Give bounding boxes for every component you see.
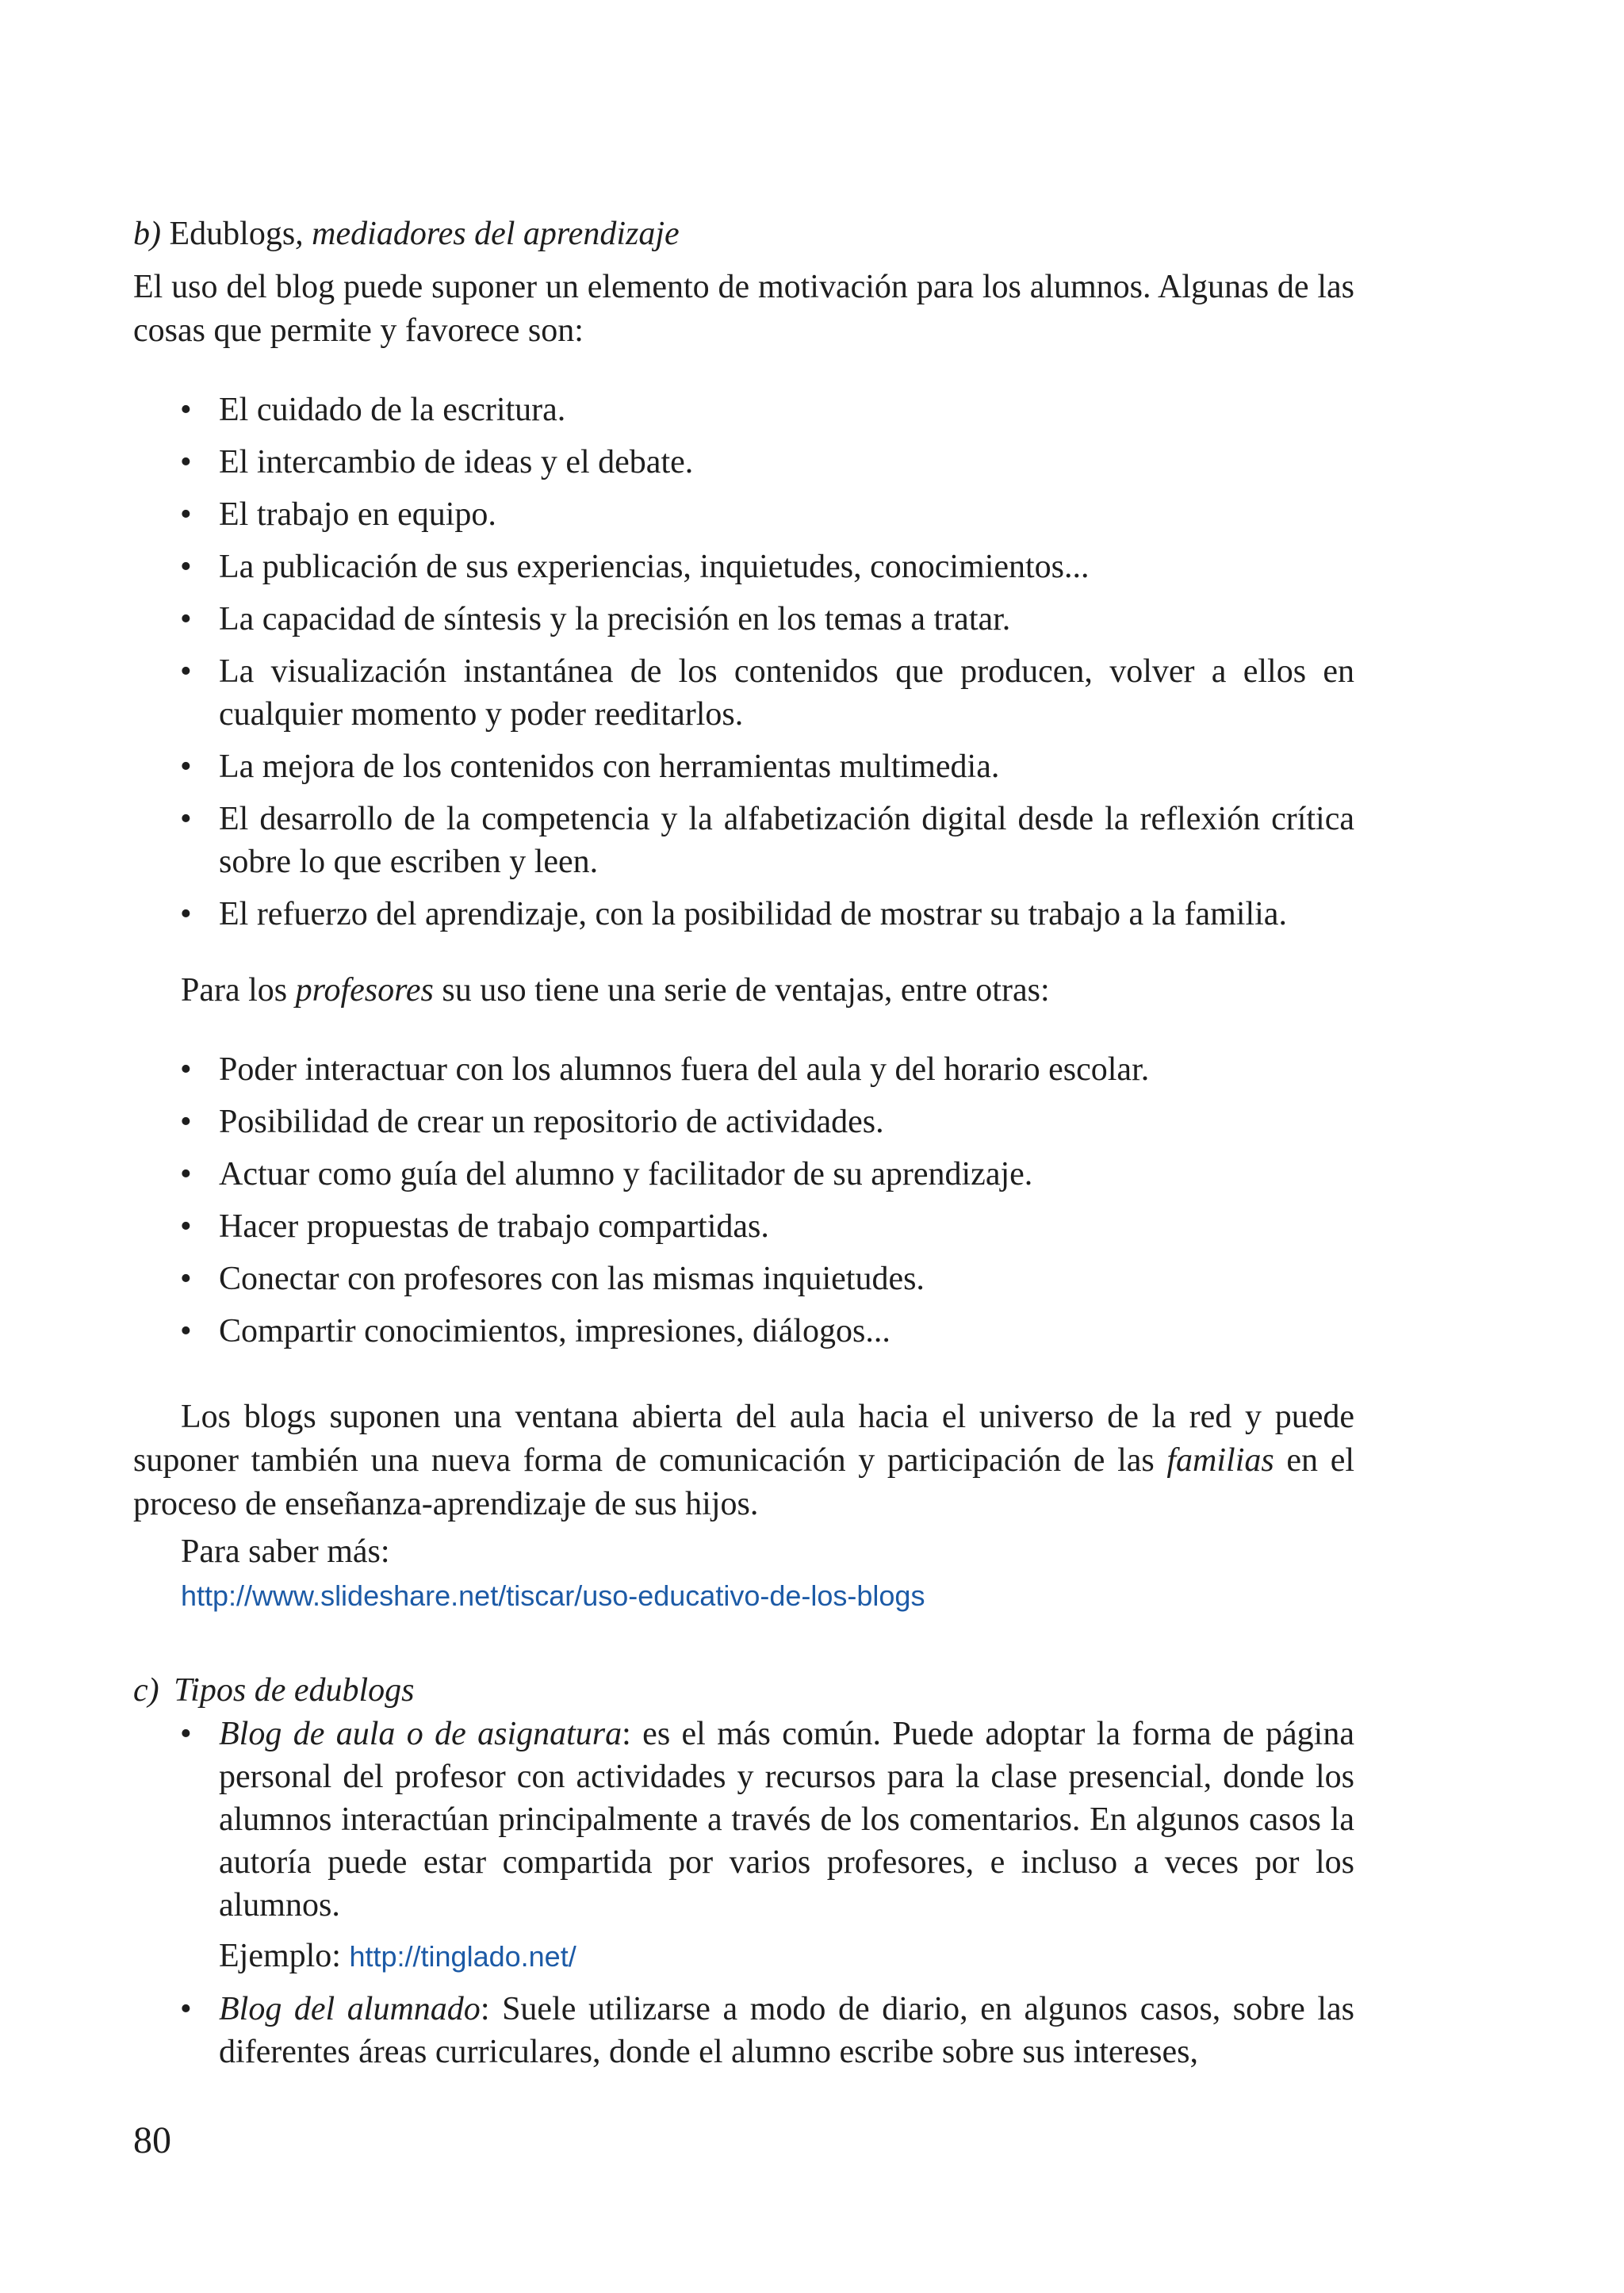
bullet-icon: • [180, 496, 192, 533]
list-item: • Actuar como guía del alumno y facilitador de su aprendizaje. [133, 1153, 1354, 1196]
section-c-heading [133, 1669, 1354, 1713]
bullet-icon: • [180, 1104, 192, 1140]
list-item: • Compartir conocimientos, impresiones, diálogos... [133, 1310, 1354, 1353]
more-info-link-row [181, 1574, 1354, 1617]
section-b-word: Edublogs [169, 216, 296, 252]
more-info-label: Para saber más: [181, 1533, 390, 1570]
teacher-benefits-list [133, 1048, 1354, 1353]
section-b-title: , mediadores del aprendizaje [295, 216, 680, 252]
bullet-icon: • [180, 896, 192, 932]
bullet-icon: • [180, 1261, 192, 1297]
list-item-blog-aula: • Blog de aula o de asignatura: es el más común. Puede adoptar la forma de página personal del profesor con actividades y recursos para la clase presencial, donde los alumnos interactúan principalmente a través de los comentarios. En algunos casos la autoría puede estar compartida por varios profesores, e incluso a veces por los alumnos. Ejemplo: http://tinglado.net/ [133, 1713, 1354, 1978]
list-item: • El refuerzo del aprendizaje, con la posibilidad de mostrar su trabajo a la familia. [133, 893, 1354, 936]
teachers-intro: Para los profesores su uso tiene una serie de ventajas, entre otras: [181, 972, 1050, 1009]
section-c-title: Tipos de edublogs [174, 1672, 415, 1709]
bullet-icon: • [180, 1156, 192, 1192]
list-item: • La mejora de los contenidos con herramientas multimedia. [133, 745, 1354, 788]
slideshare-link[interactable]: http://www.slideshare.net/tiscar/uso-educativo-de-los-blogs [181, 1579, 925, 1612]
list-item: • La visualización instantánea de los contenidos que producen, volver a ellos en cualquier momento y poder reeditarlos. [133, 650, 1354, 736]
bullet-icon: • [180, 801, 192, 837]
edublog-types-list [133, 1713, 1354, 2073]
bullet-icon: • [180, 444, 192, 480]
list-item: • Hacer propuestas de trabajo compartidas. [133, 1205, 1354, 1248]
bullet-icon: • [180, 1051, 192, 1088]
list-item: • El desarrollo de la competencia y la alfabetización digital desde la reflexión crítica sobre lo que escriben y leen. [133, 798, 1354, 883]
bullet-icon: • [180, 1991, 192, 2027]
bullet-icon: • [180, 392, 192, 428]
bullet-icon: • [180, 1716, 192, 1752]
tinglado-link[interactable]: http://tinglado.net/ [349, 1940, 576, 1973]
bullet-icon: • [180, 653, 192, 690]
section-b-heading [133, 212, 1354, 256]
list-item: • El intercambio de ideas y el debate. [133, 441, 1354, 484]
families-paragraph: Los blogs suponen una ventana abierta del aula hacia el universo de la red y puede suponer también una nueva forma de comunicación y participación de las familias en el proceso de enseñanza-aprendizaje de sus hijos. [133, 1399, 1355, 1522]
student-benefits-list [133, 389, 1354, 936]
section-b-intro: El uso del blog puede suponer un elemento de motivación para los alumnos. Algunas de las cosas que permite y favorece son: [133, 269, 1354, 349]
list-item: • El trabajo en equipo. [133, 493, 1354, 536]
bullet-icon: • [180, 748, 192, 785]
bullet-icon: • [180, 549, 192, 585]
list-item: • El cuidado de la escritura. [133, 389, 1354, 431]
bullet-icon: • [180, 1208, 192, 1245]
page-number: 80 [133, 2119, 171, 2161]
bullet-icon: • [180, 601, 192, 637]
bullet-icon: • [180, 1313, 192, 1349]
list-item: • La capacidad de síntesis y la precisión en los temas a tratar. [133, 598, 1354, 641]
list-item-blog-alumnado: • Blog del alumnado: Suele utilizarse a modo de diario, en algunos casos, sobre las diferentes áreas curriculares, donde el alumno escribe sobre sus intereses, [133, 1988, 1354, 2073]
list-item: • Poder interactuar con los alumnos fuera del aula y del horario escolar. [133, 1048, 1354, 1091]
list-item: • La publicación de sus experiencias, inquietudes, conocimientos... [133, 545, 1354, 588]
example-row: Ejemplo: http://tinglado.net/ [219, 1938, 576, 1974]
section-b-letter: b) [133, 216, 161, 252]
list-item: • Posibilidad de crear un repositorio de actividades. [133, 1101, 1354, 1143]
section-c-letter: c) [133, 1672, 159, 1709]
list-item: • Conectar con profesores con las mismas inquietudes. [133, 1258, 1354, 1300]
